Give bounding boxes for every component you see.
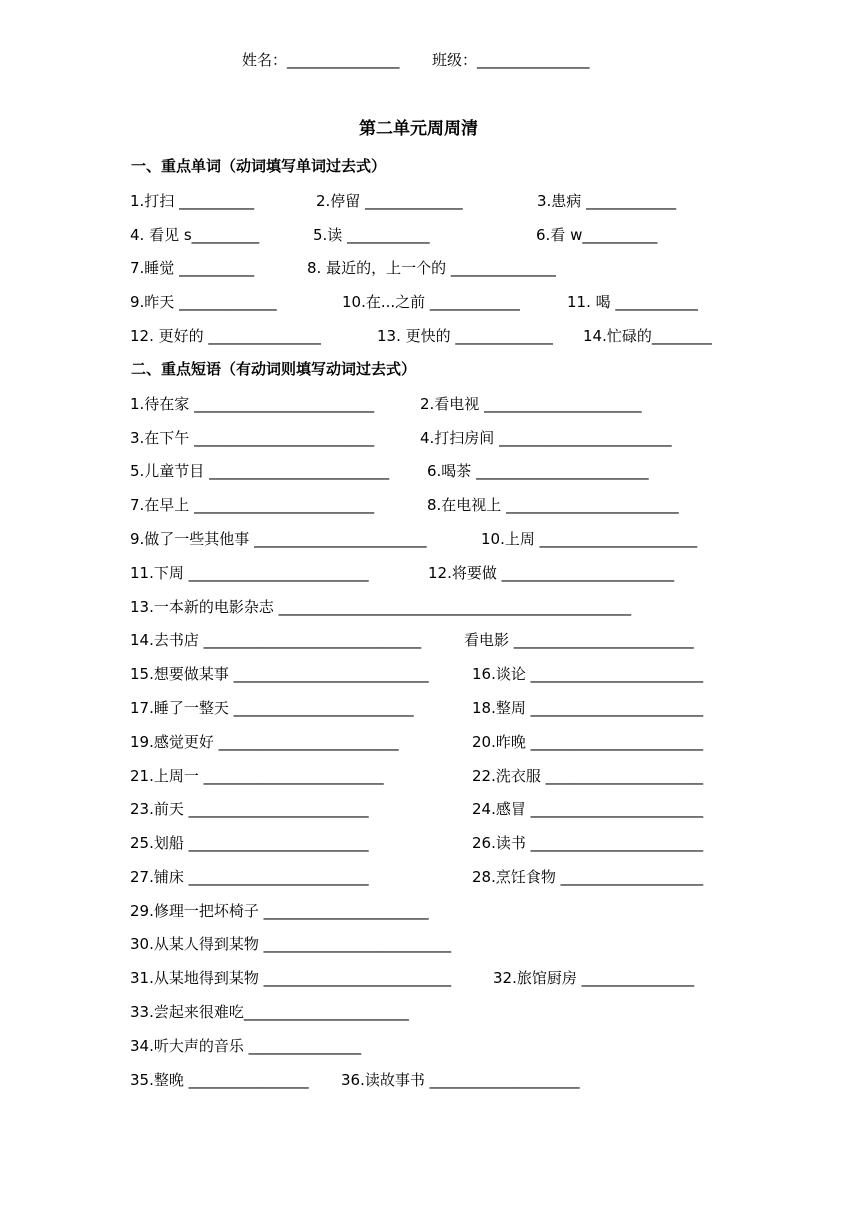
vocab-item[interactable]: 7.睡觉 __________: [130, 259, 255, 277]
phrase-item[interactable]: 3.在下午 ________________________: [130, 429, 375, 447]
phrase-item[interactable]: 33.尝起来很难吃______________________: [130, 1003, 409, 1021]
phrase-item[interactable]: 28.烹饪食物 ___________________: [472, 868, 704, 886]
vocab-item[interactable]: 10.在...之前 ____________: [342, 293, 520, 311]
vocab-item[interactable]: 12. 更好的 _______________: [130, 327, 321, 345]
phrase-item[interactable]: 2.看电视 _____________________: [420, 395, 642, 413]
phrase-item[interactable]: 5.儿童节目 ________________________: [130, 462, 390, 480]
phrase-item[interactable]: 14.去书店 _____________________________: [130, 631, 422, 649]
phrase-item[interactable]: 看电影 ________________________: [464, 631, 694, 649]
vocab-item[interactable]: 3.患病 ____________: [537, 192, 677, 210]
vocab-item[interactable]: 1.打扫 __________: [130, 192, 255, 210]
section-heading-vocabulary: 一、重点单词（动词填写单词过去式）: [131, 157, 387, 175]
vocab-item[interactable]: 13. 更快的 _____________: [377, 327, 553, 345]
page-title: 第二单元周周清: [359, 119, 478, 139]
vocab-item[interactable]: 4. 看见 s_________: [130, 226, 260, 244]
vocab-item[interactable]: 5.读 ___________: [313, 226, 430, 244]
phrase-item[interactable]: 17.睡了一整天 ________________________: [130, 699, 414, 717]
phrase-item[interactable]: 20.昨晚 _______________________: [472, 733, 704, 751]
phrase-item[interactable]: 21.上周一 ________________________: [130, 767, 384, 785]
phrase-item[interactable]: 19.感觉更好 ________________________: [130, 733, 399, 751]
name-field[interactable]: 姓名：_______________: [242, 51, 400, 69]
phrase-item[interactable]: 10.上周 _____________________: [481, 530, 698, 548]
phrase-item[interactable]: 11.下周 ________________________: [130, 564, 369, 582]
phrase-item[interactable]: 1.待在家 ________________________: [130, 395, 375, 413]
phrase-item[interactable]: 32.旅馆厨房 _______________: [493, 969, 695, 987]
vocab-item[interactable]: 8. 最近的，上一个的 ______________: [307, 259, 556, 277]
vocab-item[interactable]: 2.停留 _____________: [316, 192, 463, 210]
phrase-item[interactable]: 8.在电视上 _______________________: [427, 496, 679, 514]
phrase-item[interactable]: 18.整周 _______________________: [472, 699, 704, 717]
phrase-item[interactable]: 22.洗衣服 _____________________: [472, 767, 704, 785]
phrase-item[interactable]: 13.一本新的电影杂志 _______________________________________________: [130, 598, 632, 616]
vocab-item[interactable]: 6.看 w__________: [536, 226, 658, 244]
phrase-item[interactable]: 12.将要做 _______________________: [428, 564, 675, 582]
phrase-item[interactable]: 24.感冒 _______________________: [472, 800, 704, 818]
phrase-item[interactable]: 7.在早上 ________________________: [130, 496, 375, 514]
phrase-item[interactable]: 9.做了一些其他事 _______________________: [130, 530, 427, 548]
phrase-item[interactable]: 25.划船 ________________________: [130, 834, 369, 852]
vocab-item[interactable]: 11. 喝 ___________: [567, 293, 698, 311]
class-field[interactable]: 班级：_______________: [432, 51, 590, 69]
phrase-item[interactable]: 16.谈论 _______________________: [472, 665, 704, 683]
vocab-item[interactable]: 14.忙碌的________: [583, 327, 712, 345]
phrase-item[interactable]: 23.前天 ________________________: [130, 800, 369, 818]
phrase-item[interactable]: 4.打扫房间 _______________________: [420, 429, 672, 447]
phrase-item[interactable]: 31.从某地得到某物 _________________________: [130, 969, 452, 987]
section-heading-phrases: 二、重点短语（有动词则填写动词过去式）: [131, 360, 417, 378]
phrase-item[interactable]: 35.整晚 ________________: [130, 1071, 309, 1089]
phrase-item[interactable]: 27.铺床 ________________________: [130, 868, 369, 886]
phrase-item[interactable]: 29.修理一把坏椅子 ______________________: [130, 902, 429, 920]
phrase-item[interactable]: 30.从某人得到某物 _________________________: [130, 935, 452, 953]
phrase-item[interactable]: 15.想要做某事 __________________________: [130, 665, 429, 683]
vocab-item[interactable]: 9.昨天 _____________: [130, 293, 277, 311]
phrase-item[interactable]: 34.听大声的音乐 _______________: [130, 1037, 362, 1055]
phrase-item[interactable]: 26.读书 _______________________: [472, 834, 704, 852]
phrase-item[interactable]: 36.读故事书 ____________________: [341, 1071, 580, 1089]
phrase-item[interactable]: 6.喝茶 _______________________: [427, 462, 649, 480]
